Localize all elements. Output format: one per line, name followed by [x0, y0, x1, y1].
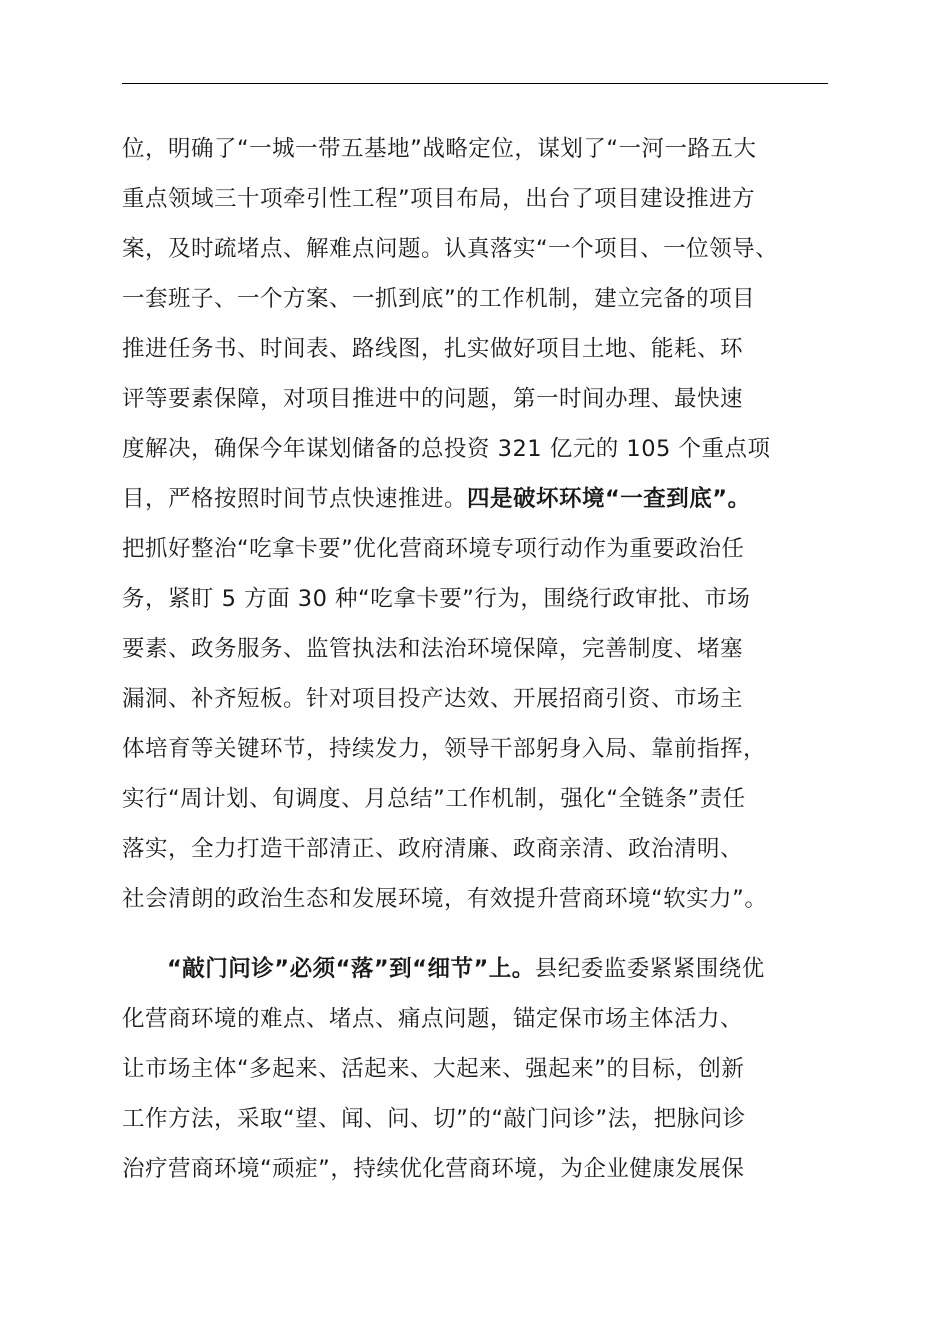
text-line: 务，紧盯 5 方面 30 种“吃拿卡要”行为，围绕行政审批、市场 [122, 586, 751, 612]
text-line: 实行“周计划、旬调度、月总结”工作机制，强化“全链条”责任 [122, 786, 746, 812]
text-line: 把抓好整治“吃拿卡要”优化营商环境专项行动作为重要政治任 [122, 536, 745, 562]
text-line: 评等要素保障，对项目推进中的问题，第一时间办理、最快速 [122, 386, 744, 412]
text-line: 让市场主体“多起来、活起来、大起来、强起来”的目标，创新 [122, 1056, 745, 1082]
text-line: 漏洞、补齐短板。针对项目投产达效、开展招商引资、市场主 [122, 686, 744, 712]
text-segment: 县纪委监委紧紧围绕优 [534, 956, 765, 982]
paragraph-gap [122, 924, 828, 944]
text-line: 落实，全力打造干部清正、政府清廉、政商亲清、政治清明、 [122, 836, 744, 862]
section-heading: 四是破坏环境“一查到底”。 [467, 486, 751, 512]
text-line: 体培育等关键环节，持续发力，领导干部躬身入局、靠前指挥， [122, 736, 767, 762]
text-line: 化营商环境的难点、堵点、痛点问题，锚定保市场主体活力、 [122, 1006, 744, 1032]
text-line: 位，明确了“一城一带五基地”战略定位，谋划了“一河一路五大 [122, 136, 757, 162]
text-line: 治疗营商环境“顽症”，持续优化营商环境，为企业健康发展保 [122, 1156, 745, 1182]
text-line: 要素、政务服务、监管执法和法治环境保障，完善制度、堵塞 [122, 636, 744, 662]
text-line: 重点领域三十项牵引性工程”项目布局，出台了项目建设推进方 [122, 186, 756, 212]
section-heading: “敲门问诊”必须“落”到“细节”上。 [167, 956, 535, 982]
text-line [122, 474, 828, 524]
header-rule [122, 83, 828, 84]
body-text [122, 124, 828, 1194]
text-line: 度解决，确保今年谋划储备的总投资 321 亿元的 105 个重点项 [122, 436, 771, 462]
text-line: 推进任务书、时间表、路线图，扎实做好项目土地、能耗、环 [122, 336, 744, 362]
text-line: 工作方法，采取“望、闻、问、切”的“敲门问诊”法，把脉问诊 [122, 1106, 746, 1132]
text-segment: 目，严格按照时间节点快速推进。 [122, 486, 468, 512]
text-line: 案，及时疏堵点、解难点问题。认真落实“一个项目、一位领导、 [122, 236, 779, 262]
text-line: 一套班子、一个方案、一抓到底”的工作机制，建立完备的项目 [122, 286, 756, 312]
text-line [122, 944, 828, 994]
text-line: 社会清朗的政治生态和发展环境，有效提升营商环境“软实力”。 [122, 886, 768, 912]
